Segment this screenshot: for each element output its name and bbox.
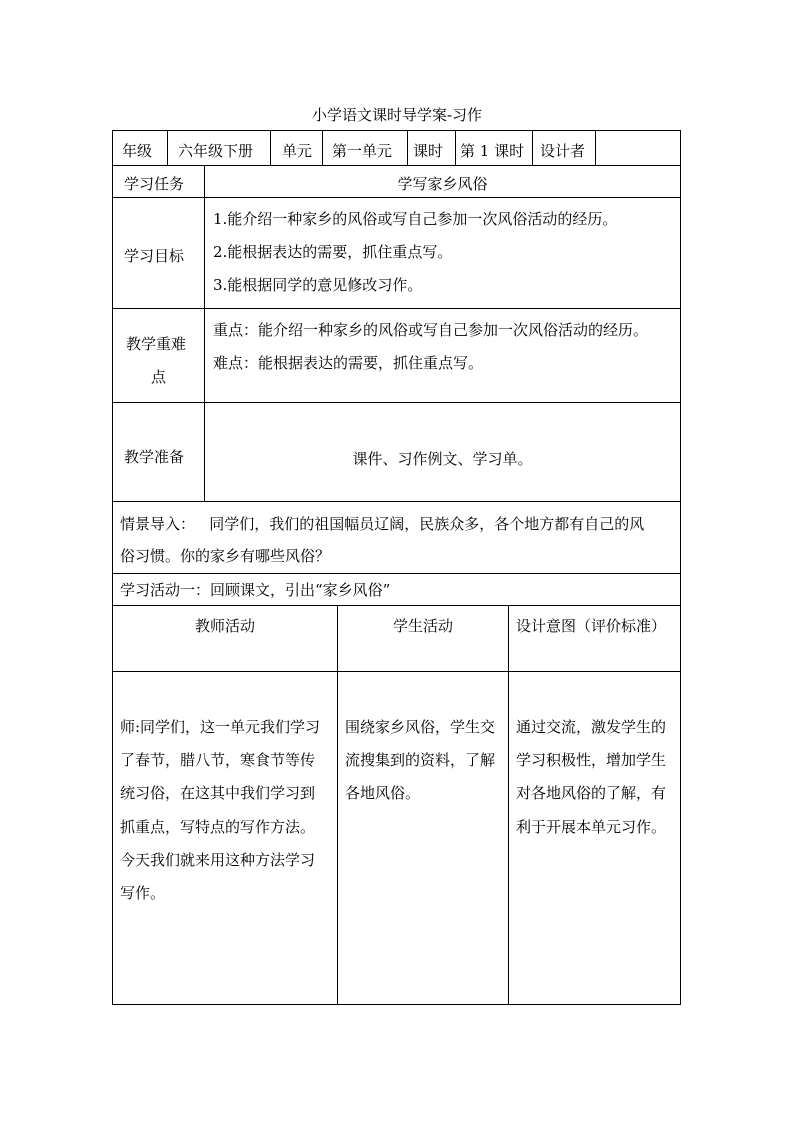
page-title: 小学语文课时导学案-习作 (311, 106, 483, 124)
key-points-label: 点 (150, 368, 166, 386)
column-header: 教师活动 (194, 617, 255, 635)
goal-item: 1.能介绍一种家乡的风俗或写自己参加一次风俗活动的经历。 (213, 210, 618, 228)
col-divider (167, 130, 168, 165)
prep-label: 教学准备 (124, 448, 185, 466)
lesson-value: 第 1 课时 (460, 142, 525, 160)
design-intent-line: 利于开展本单元习作。 (516, 818, 667, 836)
col-divider (270, 130, 271, 165)
goals-label: 学习目标 (124, 247, 185, 265)
design-intent-line: 对各地风俗的了解，有 (516, 784, 667, 802)
col-divider (407, 130, 408, 165)
table-border-bottom (112, 1004, 681, 1005)
design-intent-line: 通过交流，激发学生的 (516, 718, 667, 736)
task-value: 学写家乡风俗 (397, 175, 488, 193)
row-divider (112, 671, 681, 672)
unit-label: 单元 (282, 142, 313, 160)
col-divider (322, 130, 323, 165)
unit-value: 第一单元 (332, 142, 393, 160)
row-divider (112, 308, 681, 309)
student-activity-line: 流搜集到的资料，了解 (345, 751, 496, 769)
column-header: 设计意图（评价标准） (516, 617, 667, 635)
key-focus: 重点：能介绍一种家乡的风俗或写自己参加一次风俗活动的经历。 (213, 321, 649, 339)
teacher-activity-line: 抓重点，写特点的写作方法。 (120, 818, 316, 836)
student-activity-line: 各地风俗。 (345, 784, 421, 802)
goal-item: 2.能根据表达的需要，抓住重点写。 (213, 243, 453, 261)
goal-item: 3.能根据同学的意见修改习作。 (213, 276, 423, 294)
intro-text: 俗习惯。你的家乡有哪些风俗？ (120, 547, 331, 565)
design-intent-line: 学习积极性，增加学生 (516, 751, 667, 769)
key-difficulty: 难点：能根据表达的需要，抓住重点写。 (213, 354, 484, 372)
col-divider (532, 130, 533, 165)
teacher-activity-line: 师:同学们，这一单元我们学习 (120, 718, 321, 736)
teacher-activity-line: 写作。 (120, 884, 166, 902)
row-divider (112, 402, 681, 403)
key-points-label: 教学重难 (126, 335, 187, 353)
lesson-label: 课时 (413, 142, 444, 160)
teacher-activity-line: 了春节，腊八节，寒食节等传 (120, 751, 316, 769)
col-divider (595, 130, 596, 165)
table-border-left (112, 130, 113, 1005)
row-divider (112, 501, 681, 502)
row-divider (112, 197, 681, 198)
column-header: 学生活动 (392, 617, 453, 635)
teacher-activity-line: 今天我们就来用这种方法学习 (120, 851, 316, 869)
col-divider (508, 605, 509, 1004)
grade-value: 六年级下册 (178, 142, 254, 160)
prep-value: 课件、习作例文、学习单。 (352, 450, 533, 468)
intro-text: 情景导入： 同学们，我们的祖国幅员辽阔，民族众多，各个地方都有自己的风 (120, 515, 645, 533)
row-divider (112, 605, 681, 606)
row-divider (112, 165, 681, 166)
teacher-activity-line: 统习俗，在这其中我们学习到 (120, 784, 316, 802)
row-divider (112, 573, 681, 574)
student-activity-line: 围绕家乡风俗，学生交 (345, 718, 496, 736)
grade-label: 年级 (122, 142, 153, 160)
activity-title: 学习活动一：回顾课文，引出“家乡风俗” (120, 581, 391, 599)
col-divider (455, 130, 456, 165)
col-divider (337, 605, 338, 1004)
task-label: 学习任务 (124, 175, 185, 193)
table-border-right (680, 130, 681, 1005)
designer-label: 设计者 (540, 142, 586, 160)
